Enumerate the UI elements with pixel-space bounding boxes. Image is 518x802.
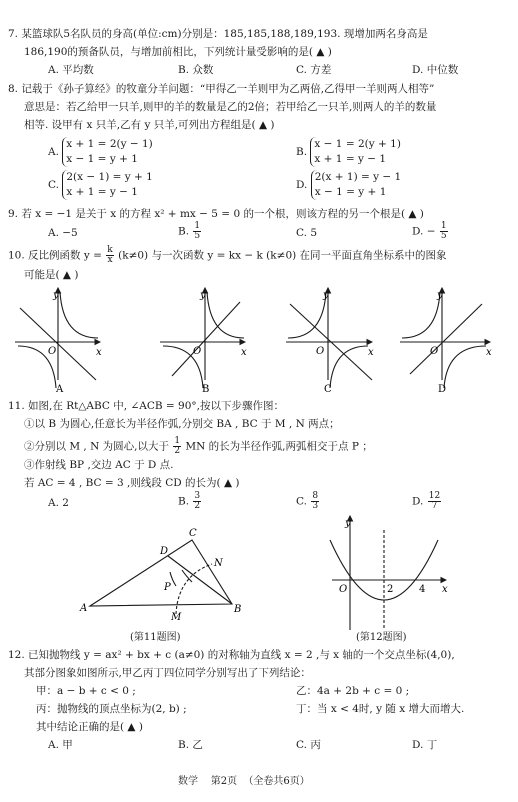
denominator: 5 [194, 231, 201, 241]
graph-d [400, 288, 490, 388]
denominator: 2 [194, 501, 201, 511]
option-letter: D. [412, 495, 424, 508]
axis-y-label: y [53, 290, 59, 301]
origin-label: O [316, 346, 325, 357]
fraction [193, 222, 201, 241]
q9-option-b [178, 222, 202, 241]
axis-y-label: y [345, 518, 351, 529]
option-letter: C. [296, 495, 307, 508]
axis-x-label: x [96, 347, 102, 358]
step2-pre: ②分别以 M , N 为圆心,以大于 [24, 440, 169, 453]
arc-mn [176, 564, 212, 614]
numerator: 8 [312, 491, 319, 501]
origin-label: O [339, 584, 348, 595]
hyperbola-branch [444, 346, 486, 388]
origin-label: O [430, 346, 439, 357]
equation-1: x + 1 = 2(y − 1) [66, 138, 153, 150]
line-graph [410, 304, 482, 374]
point-c-label: C [189, 528, 197, 539]
equation-system [62, 170, 153, 200]
q8-option-a [48, 137, 153, 167]
q8-option-c [48, 170, 153, 200]
q12-conclusion-yi: 乙：4a + 2b + c = 0 ; [296, 685, 410, 697]
point-p-label: P [164, 582, 171, 593]
page-footer: 数学 第2页 （全卷共6页） [178, 776, 310, 787]
option-letter: B. [178, 495, 190, 508]
q7-option-d: D. 中位数 [412, 64, 459, 76]
q12-figure [330, 516, 446, 630]
q11-given: 若 AC = 4 , BC = 3 ,则线段 CD 的长为( ▲ ) [24, 477, 240, 489]
option-letter: C. [48, 179, 59, 191]
equation-1: x − 1 = 2(y + 1) [314, 138, 401, 150]
q11-step3: ③作射线 BP ,交边 AC 于 D 点. [24, 459, 174, 471]
graph-label-d: D [438, 384, 447, 395]
axis-y-label: y [437, 290, 443, 301]
fraction [193, 492, 201, 511]
point-a-label: A [80, 603, 88, 614]
q12-option-c: C. 丙 [296, 739, 321, 751]
tick-2-label: 2 [387, 584, 394, 595]
equation-system [310, 137, 401, 167]
denominator: 2 [174, 446, 181, 456]
hyperbola-branch [288, 292, 326, 338]
point-d-label: D [160, 546, 169, 557]
q9-option-c: C. 5 [296, 227, 318, 239]
origin-label: O [48, 346, 57, 357]
origin-label: O [193, 346, 202, 357]
q12-option-b: B. 乙 [178, 739, 203, 751]
q10-graphs [0, 280, 518, 395]
q8-stem-line2: 意思是：若乙给甲一只羊,则甲的羊的数量是乙的2倍；若甲给乙一只羊,则两人的羊的数量 [24, 101, 437, 113]
option-letter: D. − [412, 225, 436, 238]
q8-option-d [296, 170, 401, 200]
numerator: 1 [194, 221, 201, 231]
q11-option-b [178, 492, 202, 511]
axis-y-label: y [200, 290, 206, 301]
q9-stem: 9. 若 x = −1 是关于 x 的方程 x² + mx − 5 = 0 的一个根，则该方程的另一个根是( ▲ ) [8, 208, 424, 220]
q11-figure-caption: (第11题图) [130, 632, 181, 643]
option-letter: B. [296, 146, 308, 158]
equation-1: 2(x + 1) = y − 1 [314, 171, 402, 183]
graph-b [160, 288, 245, 388]
equation-1: 2(x − 1) = y + 1 [66, 171, 153, 183]
q11-step1: ①以 B 为圆心,任意长为半径作弧,分别交 BA , BC 于 M , N 两点； [24, 418, 340, 430]
axis-y-label: y [323, 290, 329, 301]
axis-x-label: x [241, 347, 247, 358]
equation-system [62, 137, 153, 167]
q10-stem-line2: 可能是( ▲ ) [24, 269, 79, 281]
q9-option-d [412, 222, 449, 241]
equation-2: x − 1 = y + 1 [314, 186, 387, 198]
q12-conclusion-jia: 甲：a − b + c < 0 ; [36, 685, 136, 697]
fraction [311, 492, 319, 511]
q12-option-a: A. 甲 [48, 739, 73, 751]
graph-label-a: A [56, 384, 64, 395]
option-letter: B. [178, 225, 190, 238]
q12-stem-line2: 其部分图象如图所示,甲乙丙丁四位同学分别写出了下列结论： [24, 667, 311, 679]
arc-small [170, 572, 176, 586]
fraction [173, 437, 181, 456]
q12-conclusion-bing: 丙：抛物线的顶点坐标为(2, b) ; [36, 703, 187, 715]
denominator: 7 [431, 501, 438, 511]
point-n-label: N [214, 558, 223, 569]
q11-option-c [296, 492, 320, 511]
point-m-label: M [171, 612, 182, 623]
q7-option-a: A. 平均数 [48, 64, 94, 76]
equation-system [311, 170, 402, 200]
hyperbola-branch [60, 292, 98, 338]
equation-2: x + 1 = y − 1 [66, 186, 138, 198]
numerator: 3 [194, 491, 201, 501]
fraction [428, 492, 441, 511]
q11-step2 [24, 437, 373, 456]
step2-post: MN 的长为半径作弧,两弧相交于点 P ； [185, 440, 373, 453]
denominator: x [107, 255, 113, 265]
figures-row [0, 510, 518, 645]
q8-stem-line3: 相等. 设甲有 x 只羊,乙有 y 只羊,可列出方程组是( ▲ ) [24, 119, 275, 131]
q11-option-d [412, 492, 442, 511]
q8-stem-line1: 8. 记载于《孙子算经》的牧童分羊问题：“甲得乙一羊则甲为乙两倍,乙得甲一羊则两人相等” [8, 83, 435, 95]
q12-option-d: D. 丁 [412, 739, 438, 751]
q12-stem-line1: 12. 已知抛物线 y = ax² + bx + c (a≠0) 的对称轴为直线 x = 2 ,与 x 轴的一个交点坐标(4,0), [8, 649, 455, 661]
arc-small [182, 570, 192, 582]
q12-conclusion-ding: 丁：当 x < 4时, y 随 x 增大而增大. [296, 703, 465, 715]
q10-stem-line1 [8, 246, 447, 265]
graph-label-b: B [202, 384, 210, 395]
axis-x-label: x [442, 584, 448, 595]
fraction [440, 222, 448, 241]
q11-option-a: A. 2 [48, 497, 69, 509]
q9-option-a: A. −5 [48, 227, 78, 239]
option-letter: D. [296, 179, 308, 191]
point-b-label: B [234, 604, 242, 615]
denominator: 3 [312, 501, 319, 511]
graph-a [15, 288, 100, 388]
hyperbola-branch [402, 292, 440, 338]
graph-c [286, 288, 372, 388]
numerator: 1 [174, 436, 181, 446]
q7-option-c: C. 方差 [296, 64, 332, 76]
q7-stem-line2: 186,190的预备队员，与增加前相比，下列统计量受影响的是( ▲ ) [24, 46, 332, 58]
axis-x-label: x [368, 347, 374, 358]
numerator: 12 [428, 491, 441, 501]
q12-figure-caption: (第12题图) [356, 632, 407, 643]
q10-post: (k≠0) 与一次函数 y = kx − k (k≠0) 在同一平面直角坐标系中的图象 [118, 249, 447, 262]
fraction [106, 246, 113, 265]
option-letter: A. [48, 146, 59, 158]
axis-x-label: x [486, 347, 492, 358]
q8-option-b [296, 137, 401, 167]
tick-4-label: 4 [419, 584, 426, 595]
line-graph [172, 302, 240, 376]
equation-2: x − 1 = y + 1 [66, 153, 138, 165]
hyperbola-branch [330, 346, 368, 388]
equation-2: x + 1 = y − 1 [314, 153, 387, 165]
graph-label-c: C [324, 384, 332, 395]
q7-option-b: B. 众数 [178, 64, 214, 76]
q7-stem-line1: 7. 某篮球队5名队员的身高(单位:cm)分别是：185,185,188,189,193. 现增加两名身高是 [8, 28, 428, 40]
numerator: 1 [440, 221, 447, 231]
q11-stem-line1: 11. 如图,在 Rt△ABC 中, ∠ACB = 90°,按以下步骤作图： [8, 400, 285, 412]
q12-ask: 其中结论正确的是( ▲ ) [36, 721, 143, 733]
denominator: 5 [440, 231, 447, 241]
numerator: k [107, 245, 113, 255]
q10-pre: 10. 反比例函数 y = [8, 249, 102, 262]
